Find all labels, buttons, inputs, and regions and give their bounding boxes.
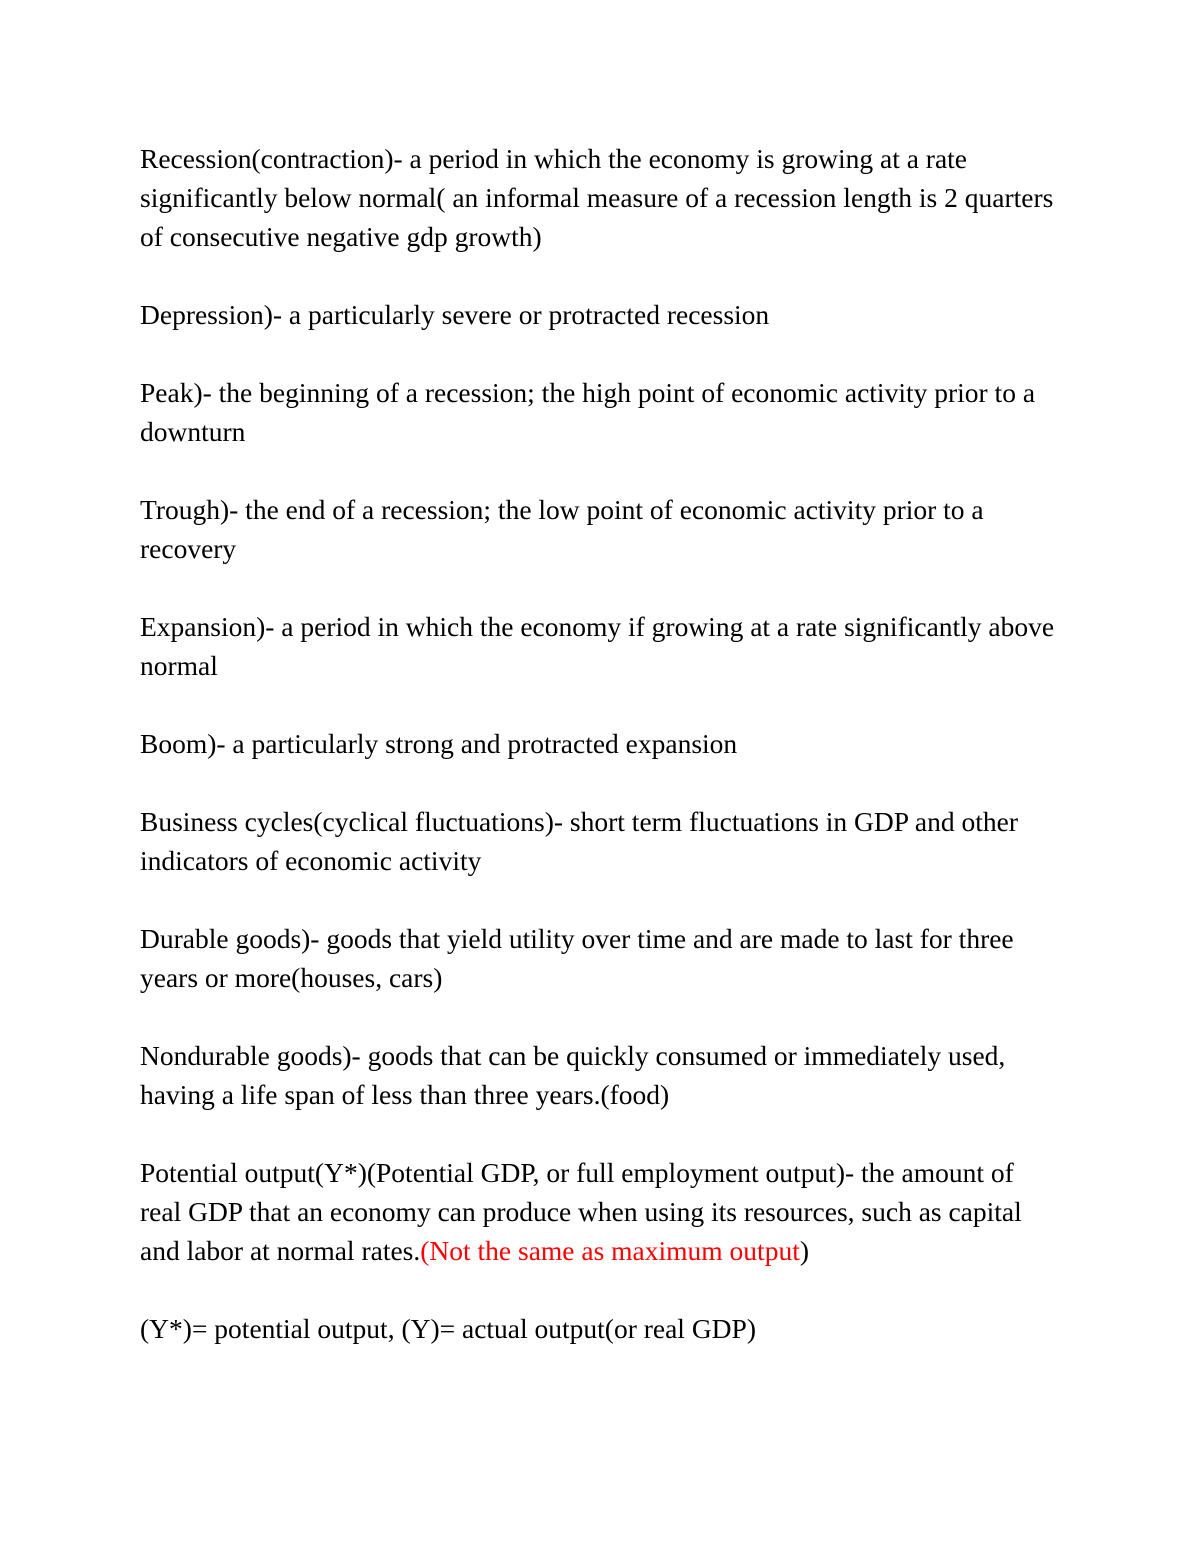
potential-output-text: Potential output(Y*)(Potential GDP, or full employment output)- the amount of real GDP that an economy can produce when using its resources, such as capital and labor at normal rates. [140,1157,1022,1266]
definition-business-cycles: Business cycles(cyclical fluctuations)- short term fluctuations in GDP and other indicators of economic activity [140,806,1018,876]
definition-nondurable-goods: Nondurable goods)- goods that can be quickly consumed or immediately used, having a life span of less than three years.(food) [140,1040,1006,1110]
definition-depression: Depression)- a particularly severe or protracted recession [140,299,770,330]
definition-durable-goods: Durable goods)- goods that yield utility over time and are made to last for three years or more(houses, cars) [140,923,1014,993]
output-notation: (Y*)= potential output, (Y)= actual output(or real GDP) [140,1313,756,1344]
document-body [140,139,1060,1387]
definition-expansion: Expansion)- a period in which the economy if growing at a rate significantly above normal [140,611,1055,681]
highlight-note: (Not the same as maximum output [420,1235,800,1266]
definition-boom: Boom)- a particularly strong and protracted expansion [140,728,738,759]
definition-trough: Trough)- the end of a recession; the low point of economic activity prior to a recovery [140,494,984,564]
potential-output-closing: ) [799,1235,810,1266]
definition-recession: Recession(contraction)- a period in which the economy is growing at a rate significantly below normal( an informal measure of a recession length is 2 quarters of consecutive negative gdp growth) [140,143,1054,252]
definition-peak: Peak)- the beginning of a recession; the high point of economic activity prior to a downturn [140,377,1036,447]
definition-potential-output [140,1153,1060,1270]
